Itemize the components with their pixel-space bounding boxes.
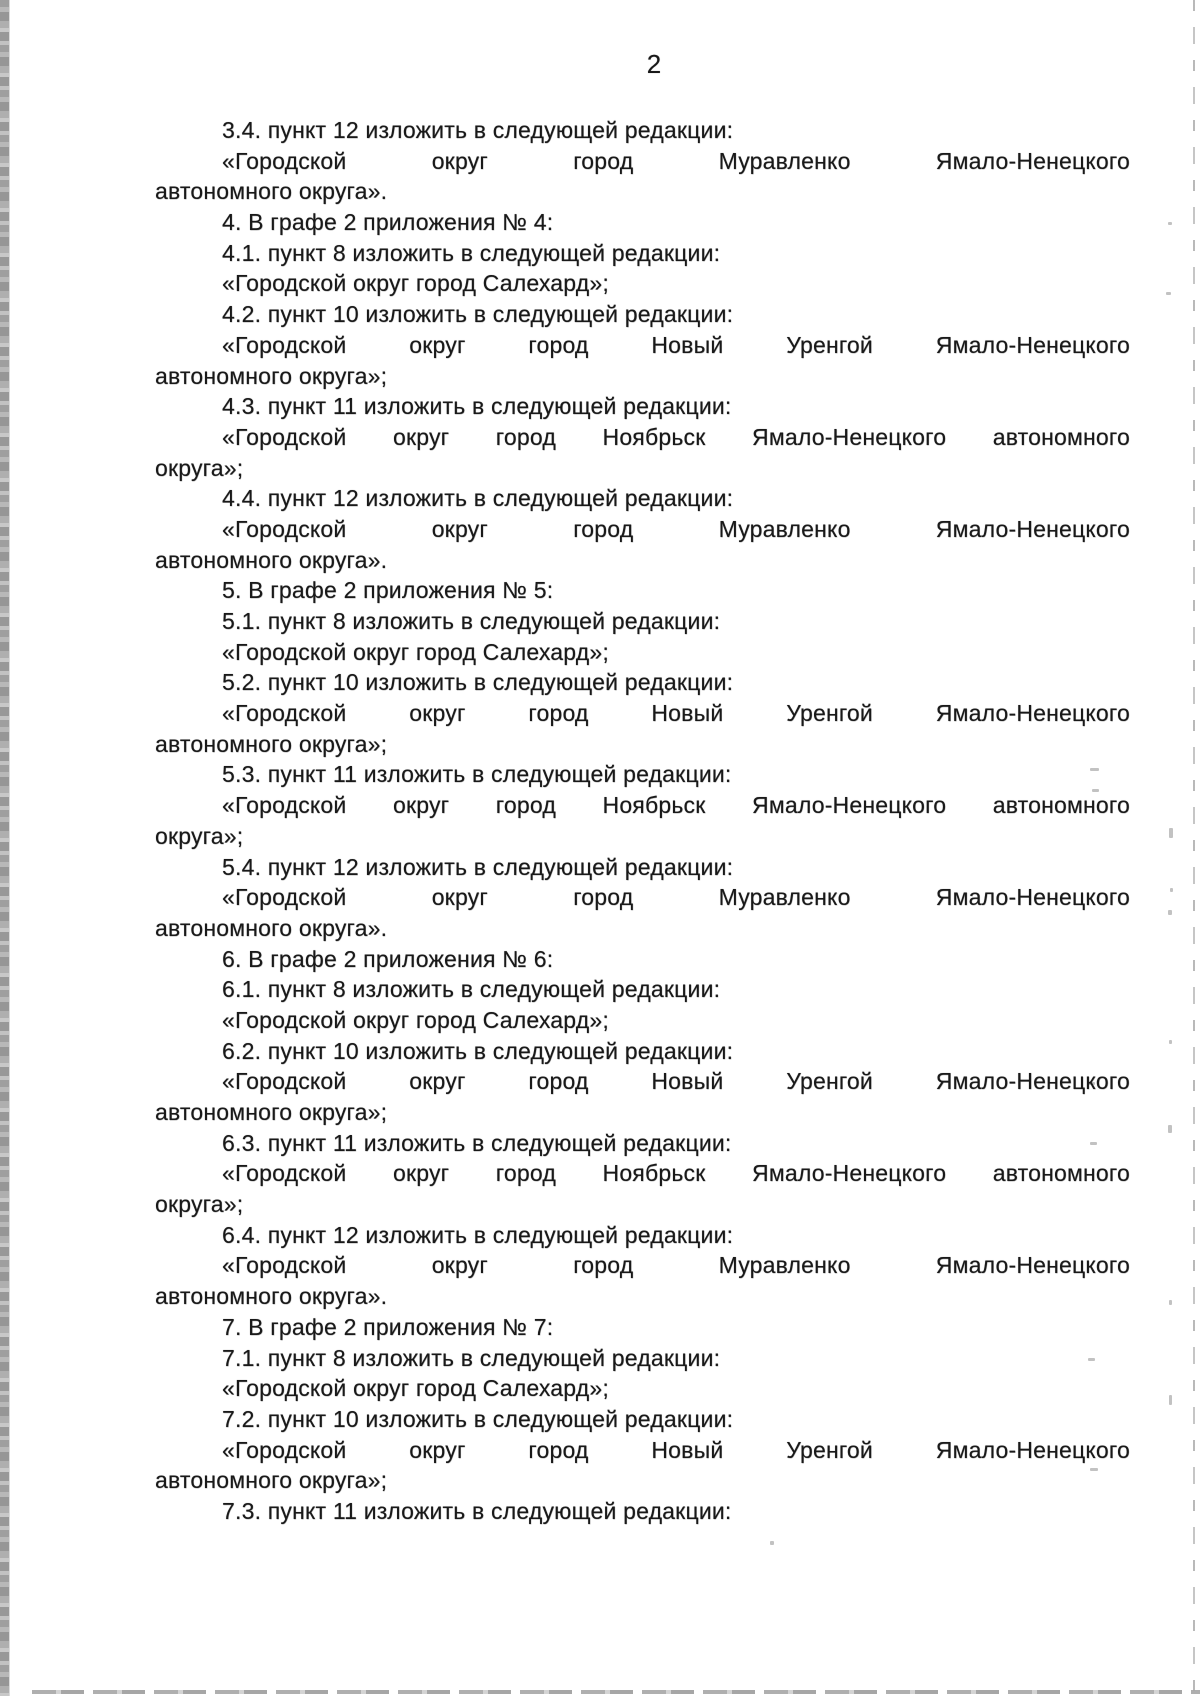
text-line: автономного округа». (155, 178, 388, 205)
paragraph (155, 330, 1130, 391)
paragraph (155, 790, 1130, 851)
text-line: 5.3. пункт 11 изложить в следующей редакции: (222, 761, 732, 788)
text-line: автономного округа». (155, 546, 388, 573)
paragraph (155, 146, 1130, 207)
text-line: 4.3. пункт 11 изложить в следующей редакции: (222, 393, 732, 420)
text-line: «Городской округ город Ноябрьск Ямало-Ненецкого автономного (222, 792, 1130, 819)
paragraph (155, 667, 1130, 698)
paragraph (155, 422, 1130, 483)
scan-speckle (1169, 1040, 1172, 1044)
text-line: 6.1. пункт 8 изложить в следующей редакции: (222, 976, 721, 1003)
scan-edge-artifact-left (0, 0, 10, 1696)
paragraph (155, 1312, 1130, 1343)
paragraph (155, 268, 1130, 299)
text-line: 5.2. пункт 10 изложить в следующей редакции: (222, 669, 734, 696)
text-line: «Городской округ город Салехард»; (222, 270, 609, 297)
text-line: «Городской округ город Новый Уренгой Ямало-Ненецкого (222, 1436, 1130, 1463)
document-body (155, 115, 1130, 1527)
text-line: 4.2. пункт 10 изложить в следующей редакции: (222, 301, 734, 328)
paragraph (155, 698, 1130, 759)
text-line: автономного округа»; (155, 1099, 388, 1125)
paragraph (155, 207, 1130, 238)
paragraph (155, 759, 1130, 790)
text-line: 6.4. пункт 12 изложить в следующей редакции: (222, 1221, 734, 1248)
text-line: 7.3. пункт 11 изложить в следующей редакции: (222, 1497, 732, 1524)
paragraph (155, 238, 1130, 269)
paragraph (155, 1066, 1130, 1127)
text-line: автономного округа». (155, 914, 388, 941)
text-line: «Городской округ город Муравленко Ямало-Ненецкого (222, 1252, 1130, 1279)
text-line: 5.1. пункт 8 изложить в следующей редакции: (222, 608, 721, 634)
text-line: 5.4. пункт 12 изложить в следующей редакции: (222, 853, 734, 880)
scan-speckle (770, 1541, 774, 1545)
paragraph (155, 483, 1130, 514)
text-line: «Городской округ город Новый Уренгой Ямало-Ненецкого (222, 700, 1130, 727)
text-line: 6.3. пункт 11 изложить в следующей редакции: (222, 1129, 732, 1156)
text-line: округа»; (155, 454, 244, 481)
text-line: «Городской округ город Муравленко Ямало-Ненецкого (222, 515, 1130, 542)
text-line: автономного округа»; (155, 362, 388, 389)
scan-speckle (1169, 828, 1173, 838)
paragraph (155, 1220, 1130, 1251)
text-line: «Городской округ город Ноябрьск Ямало-Ненецкого автономного (222, 423, 1130, 450)
text-line: 7.2. пункт 10 изложить в следующей редакции: (222, 1405, 734, 1432)
text-line: 7.1. пункт 8 изложить в следующей редакции: (222, 1344, 721, 1371)
paragraph (155, 115, 1130, 146)
scan-speckle (1169, 1395, 1172, 1405)
text-line: 5. В графе 2 приложения № 5: (222, 577, 554, 604)
text-line: автономного округа». (155, 1283, 388, 1310)
text-line: «Городской округ город Салехард»; (222, 1006, 609, 1033)
paragraph (155, 944, 1130, 975)
text-line: «Городской округ город Муравленко Ямало-Ненецкого (222, 884, 1130, 911)
text-line: «Городской округ город Ноябрьск Ямало-Ненецкого автономного (222, 1160, 1130, 1187)
text-line: автономного округа»; (155, 730, 388, 757)
paragraph (155, 1036, 1130, 1067)
paragraph (155, 1496, 1130, 1527)
text-line: автономного округа»; (155, 1467, 388, 1494)
text-line: 6. В графе 2 приложения № 6: (222, 945, 554, 972)
scan-speckle (1168, 1125, 1172, 1133)
paragraph (155, 882, 1130, 943)
paragraph (155, 606, 1130, 637)
paragraph (155, 974, 1130, 1005)
paragraph (155, 1404, 1130, 1435)
text-line: 6.2. пункт 10 изложить в следующей редакции: (222, 1037, 734, 1064)
text-line: 3.4. пункт 12 изложить в следующей редакции: (222, 117, 734, 143)
text-line: 7. В графе 2 приложения № 7: (222, 1313, 554, 1340)
scan-speckle (1168, 222, 1172, 225)
paragraph (155, 299, 1130, 330)
paragraph (155, 637, 1130, 668)
paragraph (155, 1435, 1130, 1496)
page-number: 2 (646, 49, 662, 79)
paragraph (155, 852, 1130, 883)
paragraph (155, 1158, 1130, 1219)
text-line: 4. В графе 2 приложения № 4: (222, 209, 554, 236)
paragraph (155, 575, 1130, 606)
scan-speckle (1168, 910, 1172, 915)
paragraph (155, 1343, 1130, 1374)
text-line: «Городской округ город Новый Уренгой Ямало-Ненецкого (222, 1068, 1130, 1095)
text-line: округа»; (155, 1191, 244, 1218)
text-line: «Городской округ город Салехард»; (222, 638, 609, 665)
paragraph (155, 1373, 1130, 1404)
paragraph (155, 1250, 1130, 1311)
scan-speckle (1170, 888, 1173, 892)
text-line: «Городской округ город Новый Уренгой Ямало-Ненецкого (222, 331, 1130, 358)
text-line: округа»; (155, 822, 244, 849)
paragraph (155, 391, 1130, 422)
paragraph (155, 514, 1130, 575)
scan-edge-artifact-right (1193, 0, 1195, 1696)
text-line: 4.1. пункт 8 изложить в следующей редакции: (222, 239, 721, 266)
scan-speckle (1166, 292, 1171, 295)
text-line: 4.4. пункт 12 изложить в следующей редакции: (222, 485, 734, 512)
scan-edge-artifact-bottom (32, 1690, 1200, 1694)
text-line: «Городской округ город Муравленко Ямало-Ненецкого (222, 147, 1130, 174)
paragraph (155, 1005, 1130, 1036)
scan-speckle (1169, 1300, 1172, 1305)
paragraph (155, 1128, 1130, 1159)
text-line: «Городской округ город Салехард»; (222, 1375, 609, 1402)
